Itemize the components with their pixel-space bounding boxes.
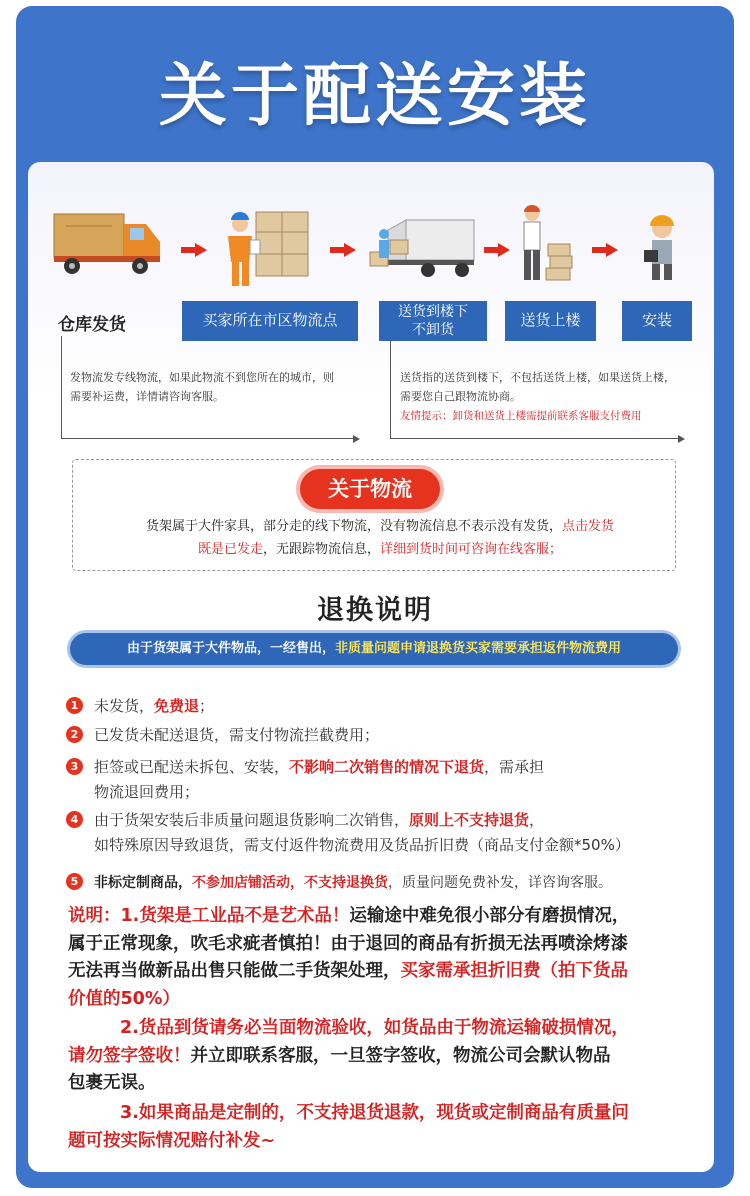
step-install: 安装: [622, 301, 692, 341]
truck-icon: [52, 210, 164, 276]
step-deliver-upstairs: 送货上楼: [505, 301, 596, 341]
worker-with-boxes-icon: [222, 206, 314, 292]
bracket-arrow-icon: [353, 435, 360, 443]
flow-arrow-icon: [484, 243, 512, 257]
number-badge-icon: 4: [66, 811, 83, 828]
return-item-4: 4 由于货架安装后非质量问题退货影响二次销售，原则上不支持退货， 如特殊原因导致退货，需支付返件物流费用及货品折旧费（商品支付金额*50%）: [66, 808, 630, 858]
explain-paragraph-3: 3.如果商品是定制的，不支持退货退款，现货或定制商品有质量问 题可按实际情况赔付补发~: [68, 1103, 629, 1151]
bracket-arrow-icon: [678, 435, 685, 443]
flow-arrow-icon: [330, 243, 358, 257]
flow-arrow-icon: [592, 243, 620, 257]
returns-bar: 由于货架属于大件物品，一经售出，非质量问题申请退换货买家需要承担返件物流费用: [70, 633, 678, 665]
step-deliver-downstairs: 送货到楼下 不卸货: [379, 301, 487, 341]
number-badge-icon: 3: [66, 758, 83, 775]
step-city-logistics-point: 买家所在市区物流点: [182, 301, 358, 341]
unloading-truck-icon: [366, 212, 478, 284]
number-badge-icon: 2: [66, 726, 83, 743]
number-badge-icon: 5: [66, 873, 83, 890]
logistics-text: 货架属于大件家具，部分走的线下物流，没有物流信息不表示没有发货，点击发货 既是已发走，无跟踪物流信息，详细到货时间可咨询在线客服；: [145, 519, 615, 557]
note-left: 发物流发专线物流，如果此物流不到您所在的城市，则需要补运费，详情请咨询客服。: [70, 371, 334, 404]
returns-heading: 退换说明: [317, 595, 433, 626]
note-right-tip: 友情提示：卸货和送货上楼需提前联系客服支付费用: [400, 409, 642, 422]
explain-paragraph-1: 说明：1.货架是工业品不是艺术品！运输途中难免很小部分有磨损情况， 属于正常现象，吹毛求疵者慎拍！由于退回的商品有折损无法再喷涂烤漆 无法再当做新品出售只能做二手货架处理，买家需承担折旧费（拍下货品 价值的50%）: [68, 906, 630, 1009]
page-title: 关于配送安装: [158, 57, 591, 136]
return-item-2: 2 已发货未配送退货，需支付物流拦截费用；: [66, 723, 379, 748]
step-warehouse-ship: 仓库发货: [58, 315, 126, 335]
return-item-3: 3 拒签或已配送未拆包、安装，不影响二次销售的情况下退货，需承担 物流退回费用；: [66, 755, 544, 805]
logistics-badge: 关于物流: [300, 469, 440, 509]
note-right: 送货指的送货到楼下，不包括送货上楼，如果送货上楼，需要您自己跟物流协商。 友情提示：卸货和送货上楼需提前联系客服支付费用: [400, 368, 678, 425]
delivery-person-icon: [512, 204, 576, 286]
explain-paragraph-2: 2.货品到货请务必当面物流验收，如货品由于物流运输破损情况， 请勿签字签收！并立即联系客服，一旦签字签收，物流公司会默认物品 包裹无误。: [68, 1018, 629, 1094]
installer-icon: [638, 214, 688, 284]
flow-arrow-icon: [181, 243, 209, 257]
return-item-1: 1 未发货，免费退；: [66, 694, 214, 719]
return-item-5: 5 非标定制商品，不参加店铺活动，不支持退换货，质量问题免费补发，详咨询客服。: [66, 872, 612, 895]
number-badge-icon: 1: [66, 697, 83, 714]
